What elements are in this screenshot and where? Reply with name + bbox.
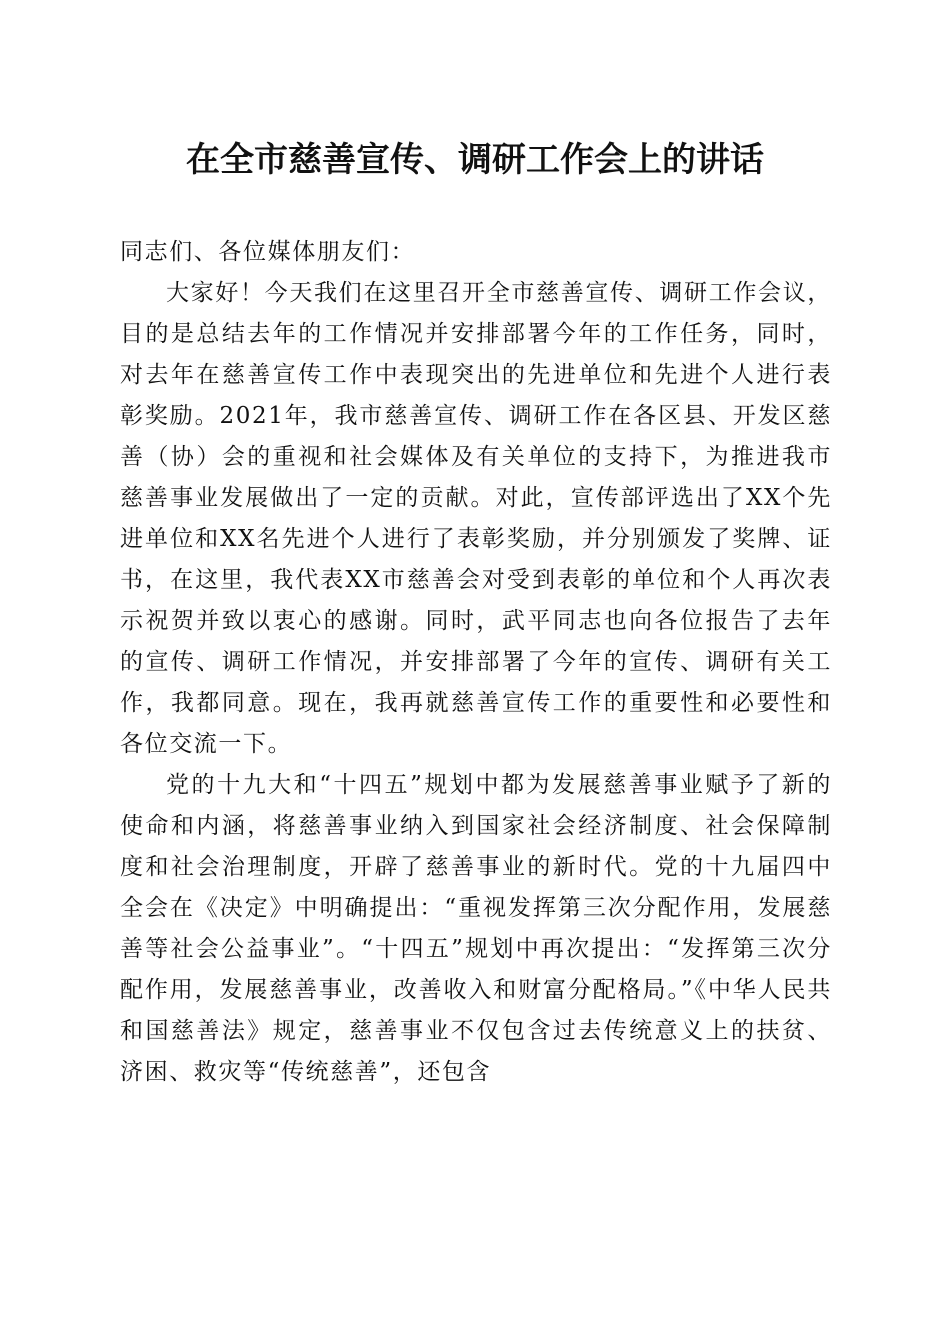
body-paragraph: 党的十九大和“十四五”规划中都为发展慈善事业赋予了新的使命和内涵，将慈善事业纳入到国家社会经济制度、社会保障制度和社会治理制度，开辟了慈善事业的新时代。党的十九届四中全会在《决定》中明确提出：“重视发挥第三次分配作用，发展慈善等社会公益事业”。“十四五”规划中再次提出：“发挥第三次分配作用，发展慈善事业，改善收入和财富分配格局。”《中华人民共和国慈善法》规定，慈善事业不仅包含过去传统意义上的扶贫、济困、救灾等“传统慈善”，还包含 — [120, 772, 832, 1085]
body-paragraph: 大家好！今天我们在这里召开全市慈善宣传、调研工作会议，目的是总结去年的工作情况并安排部署今年的工作任务，同时，对去年在慈善宣传工作中表现突出的先进单位和先进个人进行表彰奖励。2021年，我市慈善宣传、调研工作在各区县、开发区慈善（协）会的重视和社会媒体及有关单位的支持下，为推进我市慈善事业发展做出了一定的贡献。对此，宣传部评选出了XX个先进单位和XX名先进个人进行了表彰奖励，并分别颁发了奖牌、证书，在这里，我代表XX市慈善会对受到表彰的单位和个人再次表示祝贺并致以衷心的感谢。同时，武平同志也向各位报告了去年的宣传、调研工作情况，并安排部署了今年的宣传、调研有关工作，我都同意。现在，我再就慈善宣传工作的重要性和必要性和各位交流一下。 — [120, 280, 832, 757]
greeting-line: 同志们、各位媒体朋友们： — [120, 239, 416, 265]
document-body — [120, 232, 832, 1093]
document-title: 在全市慈善宣传、调研工作会上的讲话 — [186, 140, 764, 180]
